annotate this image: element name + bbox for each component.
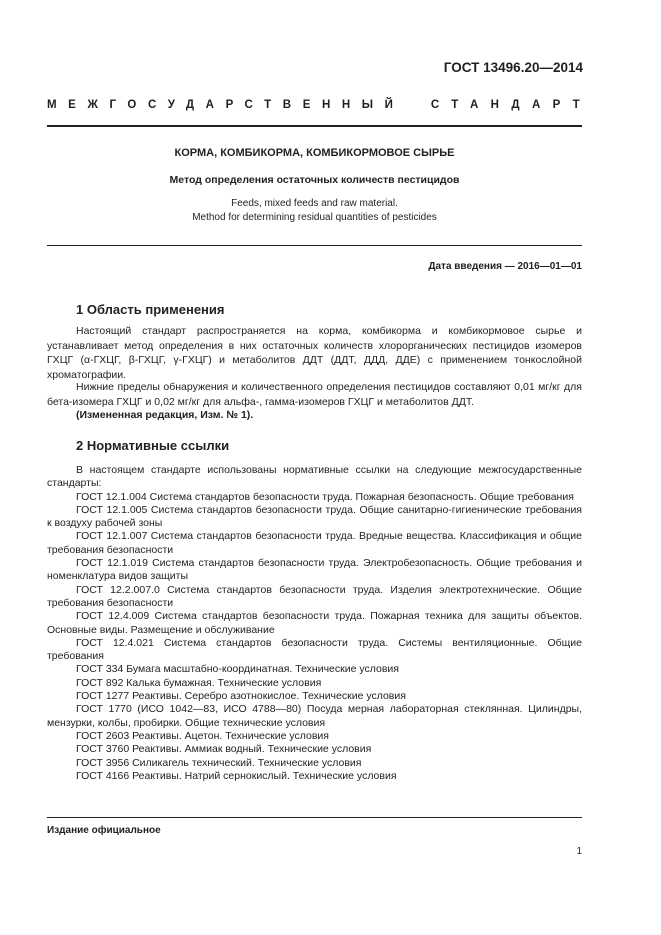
reference-item: ГОСТ 12.2.007.0 Система стандартов безопасности труда. Изделия электротехнические. Общие требования безопасности: [47, 583, 582, 609]
section-1-heading: 1 Область применения: [76, 302, 225, 317]
english-title-line-2: Method for determining residual quantities of pesticides: [192, 212, 437, 223]
reference-item: ГОСТ 4166 Реактивы. Натрий сернокислый. Технические условия: [76, 769, 397, 782]
reference-item: ГОСТ 892 Калька бумажная. Технические условия: [76, 676, 322, 689]
reference-item: ГОСТ 334 Бумага масштабно-координатная. Технические условия: [76, 663, 399, 676]
introduction-date: Дата введения — 2016—01—01: [428, 261, 582, 272]
reference-item: ГОСТ 2603 Реактивы. Ацетон. Технические условия: [76, 729, 329, 742]
document-title: КОРМА, КОМБИКОРМА, КОМБИКОРМОВОЕ СЫРЬЕ: [174, 147, 455, 159]
english-title-line-1: Feeds, mixed feeds and raw material.: [231, 198, 398, 209]
reference-item: ГОСТ 12.1.019 Система стандартов безопасности труда. Электробезопасность. Общие требования и номенклатура видов защиты: [47, 557, 582, 583]
gost-number: ГОСТ 13496.20—2014: [443, 60, 583, 75]
reference-item: ГОСТ 3760 Реактивы. Аммиак водный. Технические условия: [76, 743, 372, 756]
reference-item: ГОСТ 12.1.007 Система стандартов безопасности труда. Вредные вещества. Классификация и общие требования безопасности: [47, 530, 582, 556]
official-edition-label: Издание официальное: [47, 825, 161, 836]
page-number: 1: [576, 846, 582, 857]
reference-item: ГОСТ 3956 Силикагель технический. Технические условия: [76, 756, 362, 769]
reference-item: ГОСТ 12.4.021 Система стандартов безопасности труда. Системы вентиляционные. Общие требования: [47, 636, 582, 663]
interstate-word-1: МЕЖГОСУДАРСТВЕННЫЙ: [47, 99, 405, 111]
footer-rule: [47, 817, 582, 818]
section-1-paragraph-1: Настоящий стандарт распространяется на корма, комбикорма и комбикормовое сырье и устанавливает метод определения в них остаточных количеств хлорорганических пестицидов изомеров ГХЦГ (α-ГХЦГ, β-ГХЦГ, γ-ГХЦГ) и метаболитов ДДТ (ДДТ, ДДД, ДДЕ) с применением тонкослойной хроматографии.: [47, 325, 582, 381]
reference-item: ГОСТ 1770 (ИСО 1042—83, ИСО 4788—80) Посуда мерная лабораторная стеклянная. Цилиндры, мензурки, колбы, пробирки. Общие технические условия: [47, 703, 582, 729]
references-intro: В настоящем стандарте использованы нормативные ссылки на следующие межгосударственные стандарты:: [47, 464, 582, 490]
section-1-paragraph-2: Нижние пределы обнаружения и количественного определения пестицидов составляют 0,01 мг/кг для бета-изомера ГХЦГ и 0,02 мг/кг для альфа-, гамма-изомеров ГХЦГ и метаболитов ДДТ.: [47, 381, 582, 408]
english-title: [47, 197, 582, 225]
reference-item: ГОСТ 12.4.009 Система стандартов безопасности труда. Пожарная техника для защиты объектов. Основные виды. Размещение и обслуживание: [47, 610, 582, 636]
title-rule: [47, 245, 582, 246]
interstate-word-2: СТАНДАРТ: [430, 99, 592, 111]
reference-item: ГОСТ 12.1.004 Система стандартов безопасности труда. Пожарная безопасность. Общие требования: [76, 490, 574, 503]
section-2-heading: 2 Нормативные ссылки: [76, 438, 230, 453]
section-1-amendment: (Измененная редакция, Изм. № 1).: [76, 409, 254, 421]
reference-item: ГОСТ 1277 Реактивы. Серебро азотнокислое. Технические условия: [76, 690, 406, 703]
reference-item: ГОСТ 12.1.005 Система стандартов безопасности труда. Общие санитарно-гигиенические требования к воздуху рабочей зоны: [47, 503, 582, 530]
document-subtitle: Метод определения остаточных количеств пестицидов: [169, 174, 460, 186]
references-list: [47, 464, 582, 783]
header-rule: [47, 125, 582, 127]
